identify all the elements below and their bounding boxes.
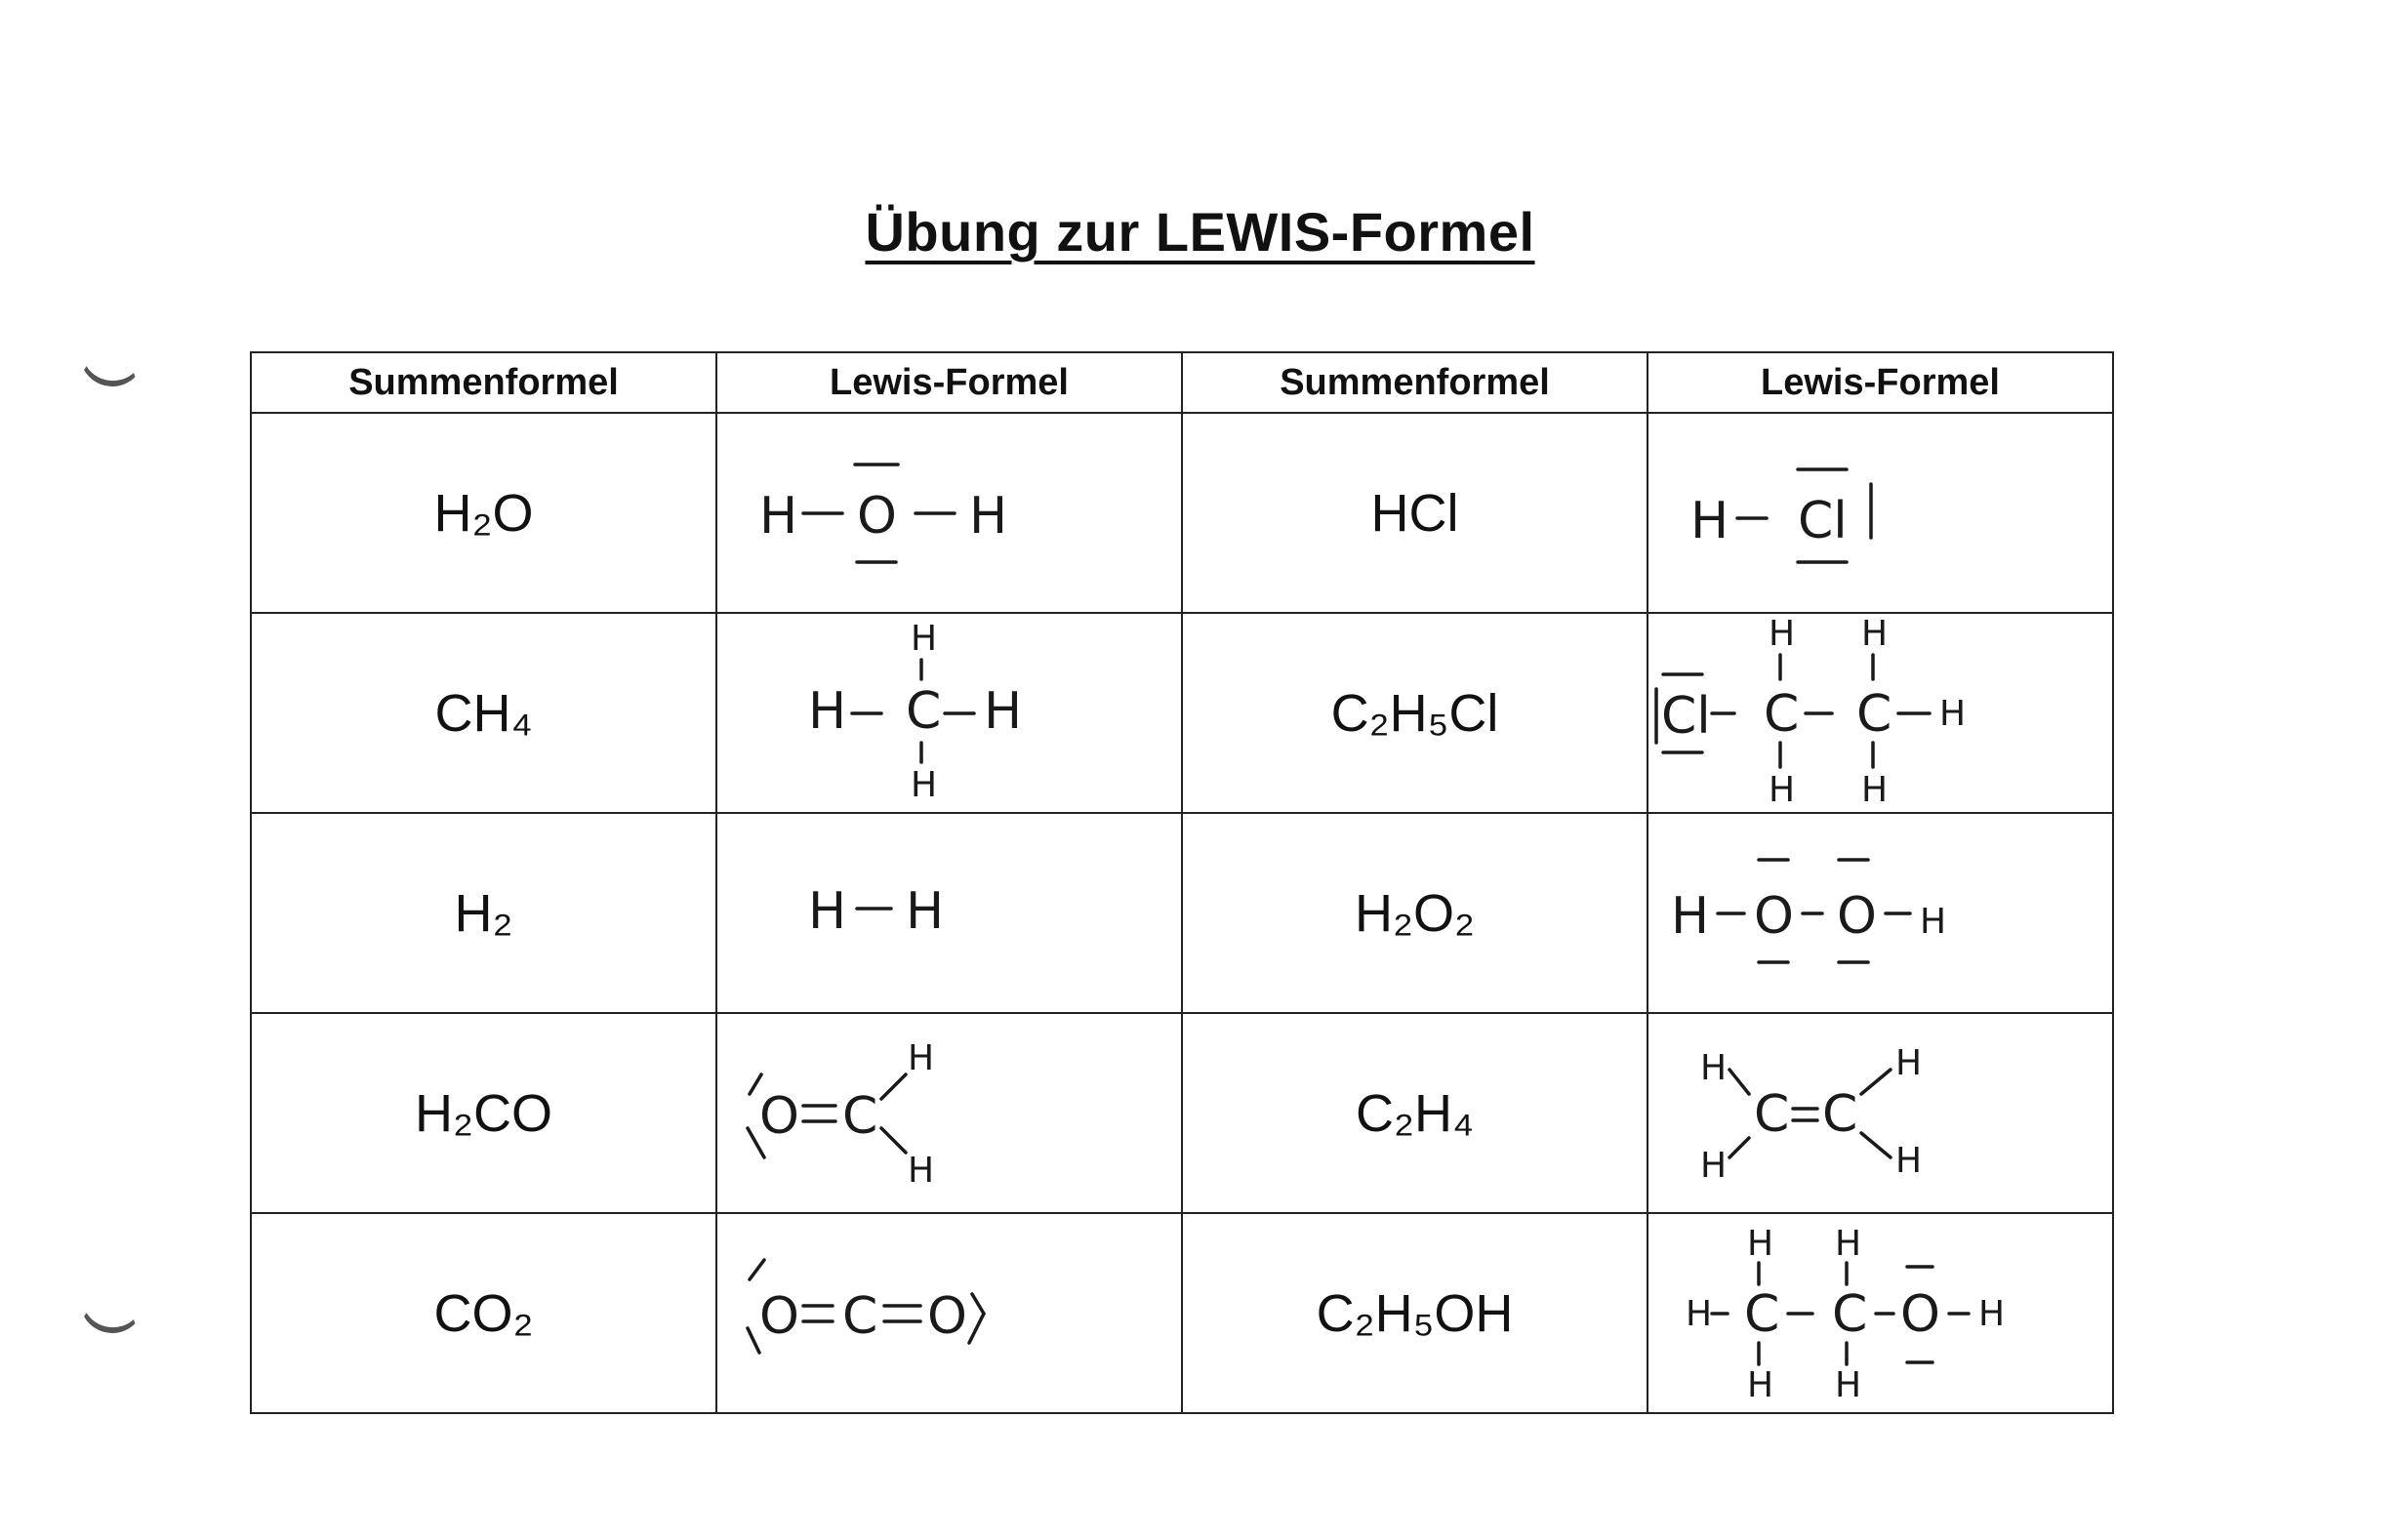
- svg-text:C: C: [841, 1286, 877, 1346]
- svg-text:H: H: [910, 764, 937, 805]
- molecular-formula-cell: [251, 1213, 716, 1413]
- svg-text:H: H: [1746, 1223, 1773, 1264]
- lewis-exercise-table: [250, 351, 2114, 1414]
- lewis-drawing-c2h5oh: [1651, 1216, 2110, 1411]
- svg-text:H: H: [1834, 1223, 1861, 1264]
- table-row: [251, 413, 2113, 613]
- svg-text:H: H: [807, 881, 846, 941]
- column-header-molecular-formula: Summenformel: [251, 352, 716, 413]
- svg-text:H: H: [1894, 1042, 1922, 1083]
- table-header-row: [251, 352, 2113, 413]
- lewis-formula-cell: [1647, 613, 2113, 813]
- svg-text:H: H: [968, 486, 1007, 546]
- svg-text:H: H: [1977, 1293, 2005, 1334]
- table-row: [251, 613, 2113, 813]
- molecular-formula-cell: [1182, 1013, 1647, 1213]
- svg-text:C: C: [1831, 1284, 1867, 1344]
- page-title: Übung zur LEWIS-Formel: [865, 201, 1535, 263]
- svg-text:H: H: [1768, 615, 1795, 654]
- column-header-lewis-formula: Lewis-Formel: [716, 352, 1182, 413]
- lewis-drawing-h2o: [720, 416, 1179, 611]
- molecular-formula: H₂CO: [415, 1083, 552, 1143]
- svg-text:C: C: [1763, 684, 1799, 744]
- lewis-formula-cell: [1647, 1013, 2113, 1213]
- molecular-formula-cell: [1182, 413, 1647, 613]
- molecular-formula: HCl: [1370, 483, 1459, 543]
- svg-text:H: H: [1670, 886, 1709, 946]
- svg-text:H: H: [983, 681, 1022, 741]
- svg-text:H: H: [1699, 1047, 1727, 1088]
- molecular-formula-cell: [251, 413, 716, 613]
- svg-text:H: H: [758, 486, 797, 546]
- svg-text:O: O: [1836, 886, 1877, 946]
- svg-text:H: H: [910, 618, 937, 659]
- lewis-formula-cell: [716, 813, 1182, 1013]
- svg-text:C: C: [905, 681, 941, 741]
- lewis-drawing-ch4: [720, 616, 1179, 811]
- lewis-formula-cell: [1647, 1213, 2113, 1413]
- lewis-formula-cell: [716, 1013, 1182, 1213]
- molecular-formula: C₂H₅Cl: [1330, 683, 1499, 743]
- svg-text:O: O: [1753, 886, 1794, 946]
- lewis-drawing-c2h5cl: [1651, 616, 2110, 811]
- svg-text:C: C: [841, 1086, 877, 1146]
- molecular-formula: H₂O: [433, 483, 534, 543]
- svg-text:H: H: [1746, 1364, 1773, 1405]
- svg-text:H: H: [1699, 1145, 1727, 1186]
- molecular-formula: C₂H₄: [1356, 1083, 1474, 1143]
- table-row: [251, 1213, 2113, 1413]
- svg-text:H: H: [907, 1150, 934, 1191]
- column-header-lewis-formula: Lewis-Formel: [1647, 352, 2113, 413]
- punch-hole-icon: [76, 318, 149, 391]
- molecular-formula: H₂O₂: [1355, 883, 1475, 943]
- svg-text:O: O: [1899, 1284, 1940, 1344]
- svg-text:H: H: [1834, 1364, 1861, 1405]
- svg-text:H: H: [1860, 769, 1888, 810]
- lewis-formula-cell: [716, 1213, 1182, 1413]
- lewis-drawing-c2h4: [1651, 1016, 2110, 1211]
- svg-text:C: C: [1855, 684, 1892, 744]
- lewis-formula-cell: [716, 613, 1182, 813]
- svg-text:C: C: [1753, 1084, 1789, 1144]
- svg-text:H: H: [1919, 901, 1946, 942]
- svg-text:Cl: Cl: [1797, 491, 1848, 550]
- lewis-formula-cell: [1647, 413, 2113, 613]
- molecular-formula: H₂: [454, 883, 513, 943]
- lewis-drawing-h2: [720, 816, 1179, 1011]
- molecular-formula: CH₄: [434, 683, 533, 743]
- svg-text:O: O: [856, 486, 897, 546]
- molecular-formula-cell: [1182, 613, 1647, 813]
- svg-text:O: O: [758, 1286, 799, 1346]
- lewis-formula-cell: [716, 413, 1182, 613]
- svg-text:H: H: [1768, 769, 1795, 810]
- lewis-drawing-hcl: [1651, 416, 2110, 611]
- punch-hole-icon: [76, 1265, 149, 1338]
- svg-text:H: H: [1689, 491, 1729, 550]
- svg-text:H: H: [907, 1037, 934, 1078]
- lewis-drawing-h2o2: [1651, 816, 2110, 1011]
- svg-text:Cl: Cl: [1660, 686, 1711, 746]
- svg-text:O: O: [926, 1286, 967, 1346]
- lewis-formula-cell: [1647, 813, 2113, 1013]
- molecular-formula-cell: [1182, 813, 1647, 1013]
- svg-text:H: H: [1894, 1140, 1922, 1181]
- svg-text:C: C: [1821, 1084, 1857, 1144]
- lewis-drawing-co2: [720, 1216, 1179, 1411]
- table-row: [251, 813, 2113, 1013]
- molecular-formula: C₂H₅OH: [1316, 1283, 1514, 1343]
- lewis-drawing-h2co: [720, 1016, 1179, 1211]
- molecular-formula-cell: [251, 1013, 716, 1213]
- svg-text:C: C: [1743, 1284, 1779, 1344]
- molecular-formula-cell: [251, 613, 716, 813]
- svg-text:H: H: [905, 881, 944, 941]
- svg-text:H: H: [1685, 1293, 1712, 1334]
- molecular-formula-cell: [1182, 1213, 1647, 1413]
- table-row: [251, 1013, 2113, 1213]
- svg-text:H: H: [1938, 693, 1966, 734]
- molecular-formula: CO₂: [433, 1283, 534, 1343]
- molecular-formula-cell: [251, 813, 716, 1013]
- svg-text:H: H: [807, 681, 846, 741]
- svg-text:H: H: [1860, 615, 1888, 654]
- svg-text:O: O: [758, 1086, 799, 1146]
- column-header-molecular-formula: Summenformel: [1182, 352, 1647, 413]
